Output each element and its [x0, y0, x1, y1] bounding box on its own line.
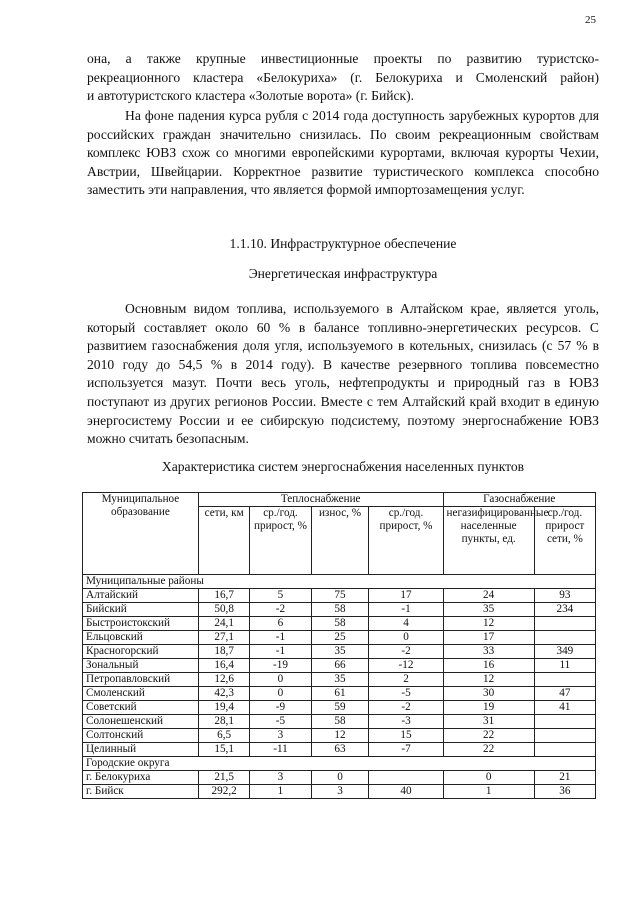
energy-supply-table: [82, 492, 596, 799]
table-row: [83, 729, 596, 743]
cell-growth-1: -1: [250, 631, 311, 645]
cell-name: Быстроистокский: [83, 617, 199, 631]
cell-wear: 35: [311, 673, 369, 687]
cell-networks: 50,8: [198, 603, 250, 617]
cell-non-gasified: 22: [443, 743, 534, 757]
intro-line-1: она, а также крупные инвестиционные проекты по развитию туристско-: [87, 51, 599, 66]
cell-growth-1: -19: [250, 659, 311, 673]
cell-growth-2: -1: [369, 603, 443, 617]
cell-growth-1: 0: [250, 673, 311, 687]
section-row-cities-label: Городские округа: [83, 757, 596, 771]
cell-non-gasified: 12: [443, 673, 534, 687]
header-heat-supply: Теплоснабжение: [198, 493, 443, 507]
cell-non-gasified: 17: [443, 631, 534, 645]
section-row-cities: [83, 757, 596, 771]
cell-growth-2: 17: [369, 589, 443, 603]
cell-name: г. Белокуриха: [83, 771, 199, 785]
table-row: [83, 631, 596, 645]
cell-name: Солонешенский: [83, 715, 199, 729]
cell-non-gasified: 33: [443, 645, 534, 659]
cell-growth-1: 3: [250, 771, 311, 785]
header-growth-2: ср./год. прирост, %: [369, 507, 443, 575]
cell-gas-growth: 349: [534, 645, 595, 659]
cell-non-gasified: 35: [443, 603, 534, 617]
cell-gas-growth: [534, 617, 595, 631]
cell-wear: 58: [311, 715, 369, 729]
cell-wear: 58: [311, 617, 369, 631]
table-row: [83, 617, 596, 631]
table-row: [83, 785, 596, 799]
cell-name: Петропавловский: [83, 673, 199, 687]
cell-wear: 61: [311, 687, 369, 701]
cell-gas-growth: [534, 743, 595, 757]
cell-wear: 0: [311, 771, 369, 785]
header-gas-growth: ср./год. прирост сети, %: [534, 507, 595, 575]
cell-networks: 6,5: [198, 729, 250, 743]
cell-gas-growth: 47: [534, 687, 595, 701]
cell-wear: 35: [311, 645, 369, 659]
table-row: [83, 687, 596, 701]
cell-non-gasified: 30: [443, 687, 534, 701]
table-row: [83, 771, 596, 785]
cell-gas-growth: 36: [534, 785, 595, 799]
cell-growth-1: -2: [250, 603, 311, 617]
cell-networks: 28,1: [198, 715, 250, 729]
cell-networks: 292,2: [198, 785, 250, 799]
cell-gas-growth: 11: [534, 659, 595, 673]
cell-growth-2: 0: [369, 631, 443, 645]
cell-growth-2: -7: [369, 743, 443, 757]
cell-networks: 15,1: [198, 743, 250, 757]
cell-non-gasified: 19: [443, 701, 534, 715]
cell-wear: 3: [311, 785, 369, 799]
table-row: [83, 701, 596, 715]
header-non-gasified: негазифицированные населенные пункты, ед.: [443, 507, 534, 575]
cell-non-gasified: 0: [443, 771, 534, 785]
intro-paragraph: [87, 50, 599, 106]
table-row: [83, 589, 596, 603]
cell-growth-1: 5: [250, 589, 311, 603]
cell-non-gasified: 24: [443, 589, 534, 603]
table-row: [83, 659, 596, 673]
paragraph-2: На фоне падения курса рубля с 2014 года доступность зарубежных курортов для российских граждан значительно снизилась. По своим рекреационным свойствам комплекс ЮВЗ схож со многими европейскими курортами, включая курорты Чехии, Австрии, Швейцарии. Корректное развитие туристического комплекса способно заместить эти направления, что является формой импортозамещения услуг.: [87, 108, 599, 198]
cell-growth-2: 15: [369, 729, 443, 743]
cell-gas-growth: 21: [534, 771, 595, 785]
cell-growth-2: -2: [369, 701, 443, 715]
paragraph-energy: [87, 300, 599, 449]
cell-name: Советский: [83, 701, 199, 715]
cell-gas-growth: [534, 715, 595, 729]
header-municipal: Муниципальное образование: [83, 493, 199, 575]
cell-growth-2: 2: [369, 673, 443, 687]
cell-growth-1: 1: [250, 785, 311, 799]
header-wear: износ, %: [311, 507, 369, 575]
cell-networks: 16,7: [198, 589, 250, 603]
cell-networks: 27,1: [198, 631, 250, 645]
table-row: [83, 645, 596, 659]
header-growth-1: ср./год. прирост, %: [250, 507, 311, 575]
table-row: [83, 673, 596, 687]
cell-gas-growth: [534, 631, 595, 645]
cell-networks: 24,1: [198, 617, 250, 631]
cell-networks: 16,4: [198, 659, 250, 673]
cell-non-gasified: 12: [443, 617, 534, 631]
cell-gas-growth: [534, 729, 595, 743]
cell-growth-1: -11: [250, 743, 311, 757]
cell-name: Ельцовский: [83, 631, 199, 645]
cell-gas-growth: [534, 673, 595, 687]
cell-networks: 19,4: [198, 701, 250, 715]
cell-wear: 25: [311, 631, 369, 645]
cell-growth-2: [369, 771, 443, 785]
cell-wear: 75: [311, 589, 369, 603]
table-row: [83, 715, 596, 729]
cell-wear: 63: [311, 743, 369, 757]
cell-networks: 18,7: [198, 645, 250, 659]
cell-growth-2: 4: [369, 617, 443, 631]
table-row: [83, 603, 596, 617]
cell-name: Алтайский: [83, 589, 199, 603]
section-row-districts: [83, 575, 596, 589]
section-heading: 1.1.10. Инфраструктурное обеспечение: [229, 236, 457, 251]
table-title: Характеристика систем энергоснабжения населенных пунктов: [161, 459, 525, 474]
cell-growth-2: 40: [369, 785, 443, 799]
cell-gas-growth: 41: [534, 701, 595, 715]
cell-growth-1: 0: [250, 687, 311, 701]
cell-wear: 59: [311, 701, 369, 715]
cell-growth-1: -5: [250, 715, 311, 729]
intro-line-2: рекреационного кластера «Белокуриха» (г. Белокуриха и Смоленский район): [87, 69, 599, 85]
cell-networks: 12,6: [198, 673, 250, 687]
cell-name: Красногорский: [83, 645, 199, 659]
header-networks: сети, км: [198, 507, 250, 575]
paragraph-foreign-resorts: [87, 107, 599, 200]
intro-line-3: и автотуристского кластера «Золотые ворота» (г. Бийск).: [87, 88, 415, 104]
cell-non-gasified: 22: [443, 729, 534, 743]
cell-wear: 66: [311, 659, 369, 673]
cell-non-gasified: 16: [443, 659, 534, 673]
table-header-row-1: [83, 493, 596, 507]
cell-gas-growth: 234: [534, 603, 595, 617]
cell-growth-1: 3: [250, 729, 311, 743]
section-row-districts-label: Муниципальные районы: [83, 575, 596, 589]
table-row: [83, 743, 596, 757]
cell-non-gasified: 1: [443, 785, 534, 799]
cell-growth-2: -12: [369, 659, 443, 673]
cell-growth-1: 6: [250, 617, 311, 631]
cell-growth-2: -3: [369, 715, 443, 729]
cell-name: Смоленский: [83, 687, 199, 701]
cell-name: Солтонский: [83, 729, 199, 743]
cell-non-gasified: 31: [443, 715, 534, 729]
cell-growth-2: -2: [369, 645, 443, 659]
cell-name: г. Бийск: [83, 785, 199, 799]
cell-growth-1: -9: [250, 701, 311, 715]
cell-name: Целинный: [83, 743, 199, 757]
cell-name: Бийский: [83, 603, 199, 617]
cell-networks: 42,3: [198, 687, 250, 701]
header-gas-supply: Газоснабжение: [443, 493, 595, 507]
cell-gas-growth: 93: [534, 589, 595, 603]
page-number: 25: [585, 14, 596, 26]
cell-growth-1: -1: [250, 645, 311, 659]
cell-wear: 12: [311, 729, 369, 743]
cell-growth-2: -5: [369, 687, 443, 701]
paragraph-3: Основным видом топлива, используемого в Алтайском крае, является уголь, который составляет около 60 % в балансе топливно-энергетических ресурсов. С развитием газоснабжения доля угля, используемого в котельных, снизилась (с 57 % в 2010 году до 54,5 % в 2014 году). В качестве резервного топлива повсеместно используется мазут. Почти весь уголь, нефтепродукты и природный газ в ЮВЗ поступают из других регионов России. Вместе с тем Алтайский край входит в единую энергосистему России и ее сибирскую подсистему, поэтому энергоснабжение ЮВЗ можно считать безопасным.: [87, 301, 599, 447]
cell-name: Зональный: [83, 659, 199, 673]
cell-networks: 21,5: [198, 771, 250, 785]
subheading: Энергетическая инфраструктура: [248, 266, 438, 281]
cell-wear: 58: [311, 603, 369, 617]
